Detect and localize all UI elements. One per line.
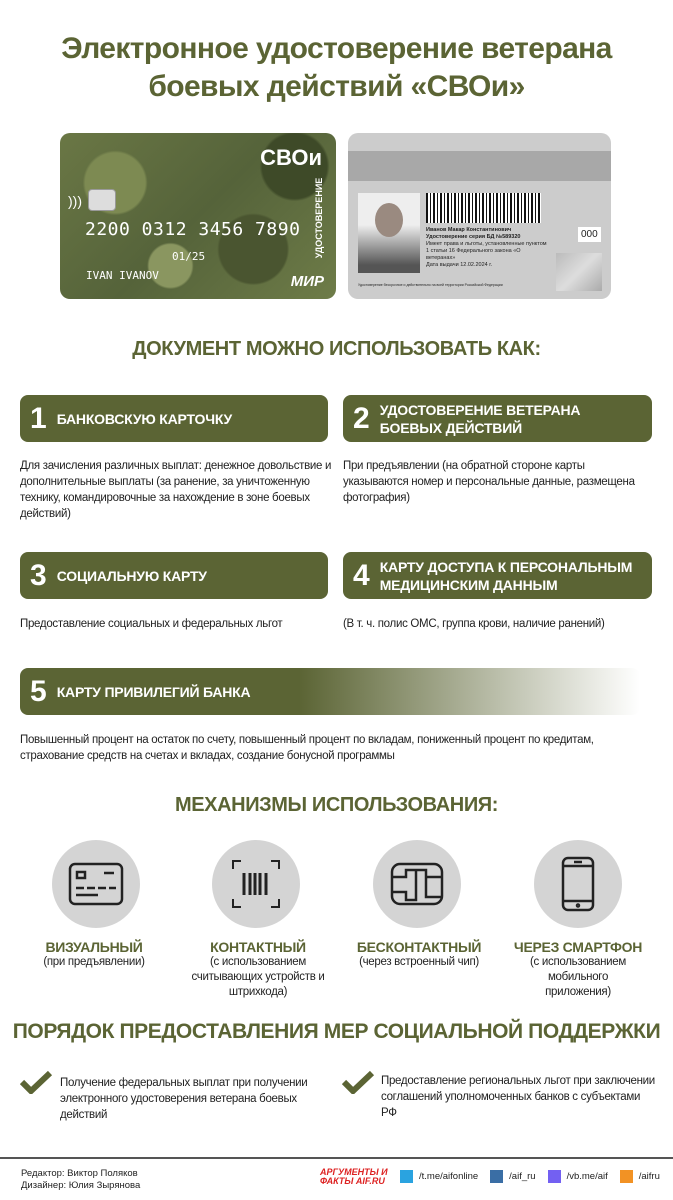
ok-link[interactable]: /aifru <box>638 1170 660 1182</box>
mechanisms-heading: МЕХАНИЗМЫ ИСПОЛЬЗОВАНИЯ: <box>174 794 499 816</box>
card-expiry: 01/25 <box>172 250 206 263</box>
telegram-icon <box>400 1170 413 1183</box>
viber-icon <box>548 1170 561 1183</box>
mechanism-sub: (при предъявлении) <box>43 956 145 968</box>
editor-credit: Редактор: Виктор Поляков <box>21 1168 138 1179</box>
magnetic-stripe <box>348 151 611 181</box>
check-icon <box>20 1070 52 1099</box>
holder-name: Иванов Макар Константинович <box>426 227 512 233</box>
footer-divider <box>0 1157 673 1159</box>
mechanism-visual <box>14 939 174 970</box>
mechanism-sub: (с использованием мобильного приложения) <box>530 956 626 998</box>
mechanism-contactless <box>339 939 499 970</box>
payment-system-logo: МИР <box>290 273 324 290</box>
use-desc-2: При предъявлении (на обратной стороне карты указываются номер и персональные данные, размещена фотография) <box>343 460 635 504</box>
procedure-item-1: Получение федеральных выплат при получении электронного удостоверения ветерана боевых действий <box>60 1077 308 1121</box>
smartphone-icon <box>534 840 622 928</box>
social-links <box>400 1170 660 1183</box>
item-number: 4 <box>353 558 370 592</box>
aif-logo: АРГУМЕНТЫ И ФАКТЫ AIF.RU <box>320 1167 388 1186</box>
use-item-5 <box>20 668 640 715</box>
series: Удостоверение серия БД №589320 <box>426 234 521 240</box>
photo <box>358 193 420 273</box>
item-label: УДОСТОВЕРЕНИЕ ВЕТЕРАНА БОЕВЫХ ДЕЙСТВИЙ <box>379 401 581 436</box>
barcode <box>426 193 541 223</box>
mechanism-contact <box>176 939 340 1000</box>
card-holder: IVAN IVANOV <box>86 269 159 282</box>
barcode-icon <box>212 840 300 928</box>
mechanism-smartphone <box>498 939 658 1000</box>
credits <box>21 1168 140 1192</box>
rights: Имеет права и льготы, установленные пунктом 1 статьи 16 Федерального закона «О ветеранах» <box>426 241 547 261</box>
viber-link[interactable]: /vb.me/aif <box>566 1170 608 1182</box>
card-vertical-text: УДОСТОВЕРЕНИЕ <box>314 177 324 259</box>
mechanism-sub: (с использованием считывающих устройств и штрихкода) <box>191 956 325 998</box>
hologram <box>556 253 602 291</box>
use-desc-5: Повышенный процент на остаток по счету, повышенный процент по вкладам, пониженный процент по кредитам, страхование средств на счетах и вкладах, создание бонусной программы <box>20 734 594 762</box>
card-brand: СВОи <box>260 145 322 170</box>
card-icon <box>52 840 140 928</box>
vk-icon <box>490 1170 503 1183</box>
item-label: КАРТУ ПРИВИЛЕГИЙ БАНКА <box>56 683 251 700</box>
title-line-1: Электронное удостоверение ветерана <box>61 32 612 65</box>
chip-icon <box>88 189 116 211</box>
card-code: 000 <box>578 227 601 242</box>
check-icon <box>342 1070 374 1099</box>
card-number: 2200 0312 3456 7890 <box>85 219 301 240</box>
item-number: 1 <box>30 401 47 435</box>
telegram-link[interactable]: /t.me/aifonline <box>419 1170 479 1182</box>
card-back-footer: Удостоверение бессрочное и действительно на всей территории Российской Федерации <box>358 283 503 287</box>
title-line-2: боевых действий «СВОи» <box>148 70 525 103</box>
ok-icon <box>620 1170 633 1183</box>
vk-link[interactable]: /aif_ru <box>509 1170 536 1182</box>
designer-credit: Дизайнер: Юлия Зырянова <box>21 1180 141 1191</box>
procedure-item-2: Предоставление региональных льгот при заключении соглашений уполномоченных банков с субъектами РФ <box>381 1075 655 1119</box>
mechanism-title: БЕСКОНТАКТНЫЙ <box>356 939 482 955</box>
page-title <box>0 30 673 106</box>
item-label: КАРТУ ДОСТУПА К ПЕРСОНАЛЬНЫМ МЕДИЦИНСКИМ ДАННЫМ <box>379 558 633 593</box>
mechanism-title: ЧЕРЕЗ СМАРТФОН <box>513 939 643 955</box>
use-item-1 <box>20 395 328 442</box>
chip-icon <box>373 840 461 928</box>
use-item-2 <box>343 395 652 442</box>
item-number: 3 <box>30 558 47 592</box>
use-item-4 <box>343 552 652 599</box>
mechanism-sub: (через встроенный чип) <box>359 956 479 968</box>
use-desc-4: (В т. ч. полис ОМС, группа крови, наличие ранений) <box>343 618 605 630</box>
card-front-image <box>60 133 336 299</box>
use-desc-3: Предоставление социальных и федеральных льгот <box>20 618 283 630</box>
uses-heading: ДОКУМЕНТ МОЖНО ИСПОЛЬЗОВАТЬ КАК: <box>132 338 541 360</box>
item-number: 5 <box>30 674 47 708</box>
contactless-icon: ))) <box>68 193 82 209</box>
item-label: СОЦИАЛЬНУЮ КАРТУ <box>56 567 207 584</box>
item-label: БАНКОВСКУЮ КАРТОЧКУ <box>56 410 233 427</box>
use-item-3 <box>20 552 328 599</box>
mechanism-title: ВИЗУАЛЬНЫЙ <box>45 939 143 955</box>
issue-date: Дата выдачи 12.02.2024 г. <box>426 262 493 268</box>
mechanism-title: КОНТАКТНЫЙ <box>210 939 306 955</box>
item-number: 2 <box>353 401 370 435</box>
procedure-heading: ПОРЯДОК ПРЕДОСТАВЛЕНИЯ МЕР СОЦИАЛЬНОЙ ПОДДЕРЖКИ <box>12 1020 661 1043</box>
use-desc-1: Для зачисления различных выплат: денежное довольствие и дополнительные выплаты (за ранение, за уничтоженную технику, командировочные за нахождение в зоне боевых действий) <box>20 460 332 520</box>
card-back-image <box>348 133 611 299</box>
